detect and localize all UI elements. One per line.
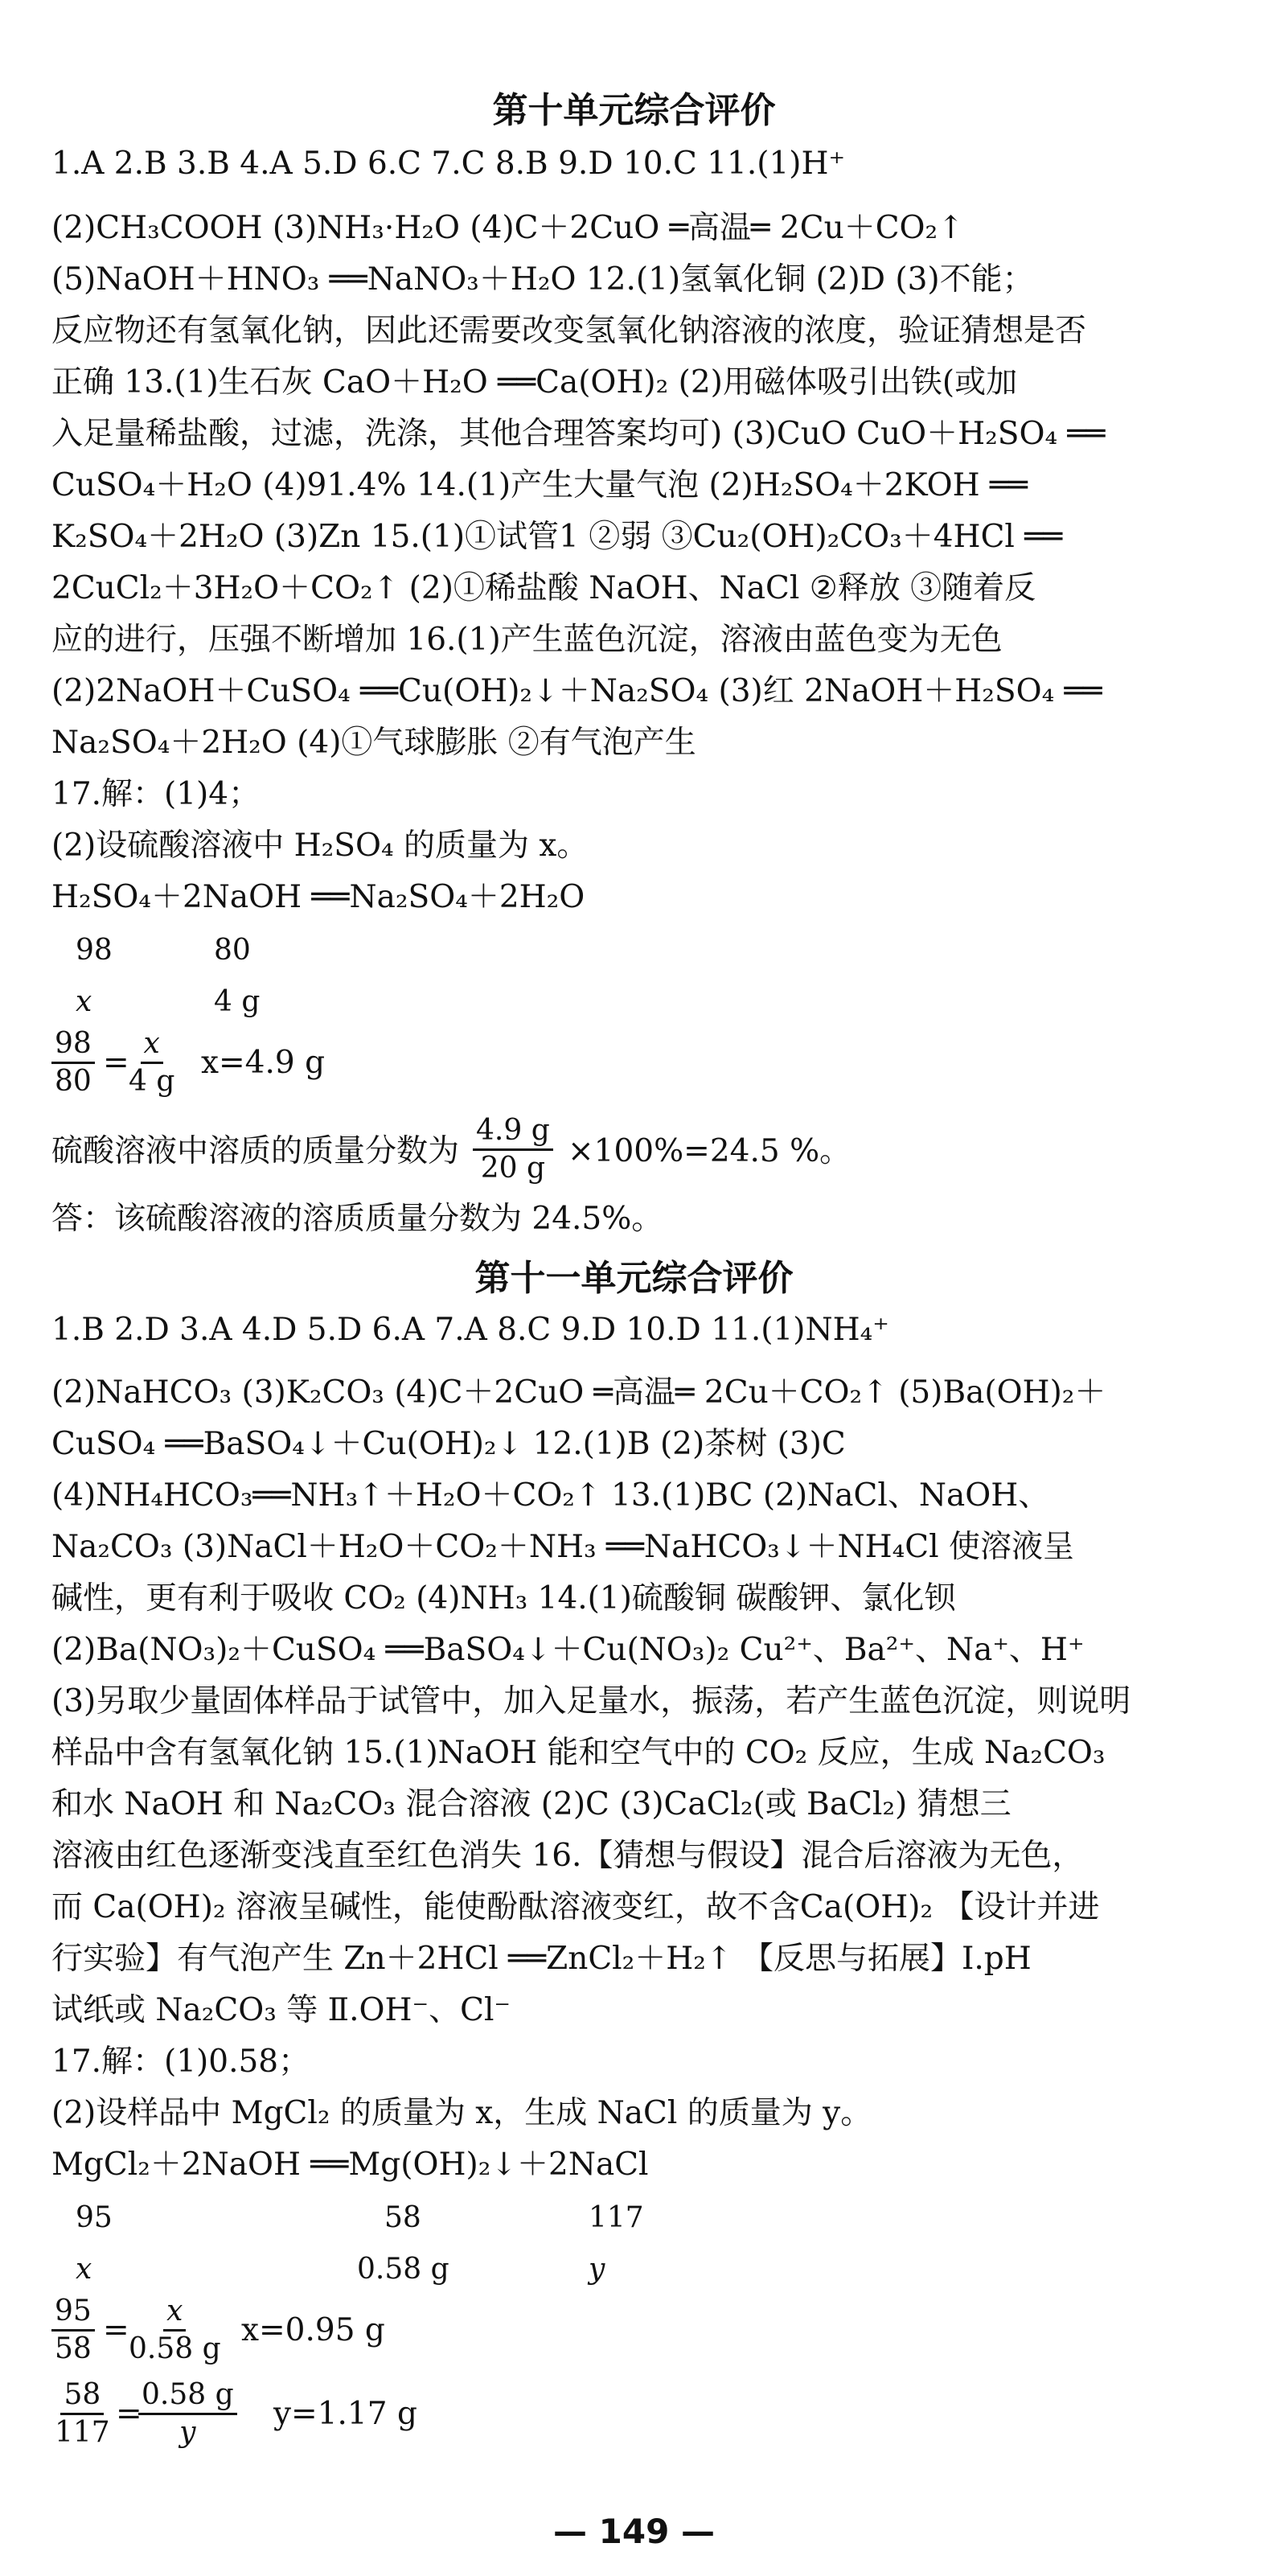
unit10-q17-equation: H₂SO₄＋2NaOH ══Na₂SO₄＋2H₂O: [51, 879, 585, 915]
unit11-line-11: 溶液由红色逐渐变浅直至红色消失 16.【猜想与假设】混合后溶液为无色，: [51, 1838, 1084, 1874]
unit11-calc-058g: 0.58 g: [357, 2253, 449, 2286]
unit10-line-3: (5)NaOH＋HNO₃ ══NaNO₃＋H₂O 12.(1)氢氧化铜 (2)D (3)不能；: [51, 261, 1034, 298]
unit11-line-3: CuSO₄ ══BaSO₄↓＋Cu(OH)₂↓ 12.(1)B (2)茶树 (3)C: [51, 1426, 846, 1462]
unit11-line-14: 试纸或 Na₂CO₃ 等 Ⅱ.OH⁻、Cl⁻: [51, 1992, 511, 2028]
unit11-calc-58: 58: [384, 2201, 421, 2234]
unit11-fraction-058g-y: [138, 2377, 237, 2451]
unit11-line-9: 样品中含有氢氧化钠 15.(1)NaOH 能和空气中的 CO₂ 反应，生成 Na₂CO₃: [51, 1735, 1106, 1771]
unit10-q17-heading: 17.解：(1)4；: [51, 776, 261, 812]
unit11-q17-equation: MgCl₂＋2NaOH ══Mg(OH)₂↓＋2NaCl: [51, 2147, 649, 2183]
unit10-line-2: (2)CH₃COOH (3)NH₃·H₂O (4)C＋2CuO ═高温═ 2Cu＋CO₂↑: [51, 210, 964, 246]
unit11-calc-y: y: [589, 2253, 605, 2286]
unit10-equals: =: [103, 1045, 129, 1081]
unit11-title: 第十一单元综合评价: [474, 1258, 794, 1299]
fraction-numerator: 0.58 g: [138, 2377, 237, 2415]
unit10-mass-fraction-prefix: 硫酸溶液中溶质的质量分数为: [51, 1133, 460, 1169]
unit11-line-5: Na₂CO₃ (3)NaCl＋H₂O＋CO₂＋NH₃ ══NaHCO₃↓＋NH₄Cl 使溶液呈: [51, 1529, 1074, 1565]
unit11-line-2: (2)NaHCO₃ (3)K₂CO₃ (4)C＋2CuO ═高温═ 2Cu＋CO₂↑ (5)Ba(OH)₂＋: [51, 1374, 1106, 1411]
unit10-mass-fraction: [473, 1113, 553, 1186]
fraction-numerator: 95: [51, 2294, 95, 2332]
unit11-line-6: 碱性，更有利于吸收 CO₂ (4)NH₃ 14.(1)硫酸铜 碳酸钾、氯化钡: [51, 1580, 956, 1617]
fraction-numerator: x: [141, 1026, 163, 1064]
unit11-fraction-58-117: [51, 2377, 113, 2451]
fraction-numerator: 4.9 g: [473, 1113, 553, 1151]
unit11-equals-b: =: [116, 2396, 142, 2432]
unit11-q17-setup: (2)设样品中 MgCl₂ 的质量为 x，生成 NaCl 的质量为 y。: [51, 2095, 872, 2131]
fraction-denominator: 0.58 g: [129, 2332, 221, 2365]
unit11-line-7: (2)Ba(NO₃)₂＋CuSO₄ ══BaSO₄↓＋Cu(NO₃)₂ Cu²⁺、Ba²⁺、Na⁺、H⁺: [51, 1632, 1085, 1668]
unit11-q17-heading: 17.解：(1)0.58；: [51, 2044, 310, 2080]
fraction-denominator: 117: [55, 2416, 110, 2449]
unit11-line-10: 和水 NaOH 和 Na₂CO₃ 混合溶液 (2)C (3)CaCl₂(或 BaCl₂) 猜想三: [51, 1786, 1012, 1822]
unit10-calc-x: x: [76, 985, 92, 1018]
unit11-line-1: 1.B 2.D 3.A 4.D 5.D 6.A 7.A 8.C 9.D 10.D 11.(1)NH₄⁺: [51, 1312, 889, 1348]
unit11-equals-a: =: [103, 2312, 129, 2348]
unit11-calc-x: x: [76, 2253, 92, 2286]
unit11-line-4: (4)NH₄HCO₃══NH₃↑＋H₂O＋CO₂↑ 13.(1)BC (2)NaCl、NaOH、: [51, 1477, 1050, 1514]
fraction-denominator: y: [179, 2416, 196, 2449]
unit10-answer: 答：该硫酸溶液的溶质质量分数为 24.5%。: [51, 1201, 663, 1237]
unit10-calc-98: 98: [76, 934, 113, 967]
unit10-line-8: K₂SO₄＋2H₂O (3)Zn 15.(1)①试管1 ②弱 ③Cu₂(OH)₂CO₃＋4HCl ══: [51, 519, 1063, 555]
unit11-line-13: 行实验】有气泡产生 Zn＋2HCl ══ZnCl₂＋H₂↑ 【反思与拓展】Ⅰ.pH: [51, 1941, 1032, 1977]
unit11-fraction-x-058g: [125, 2294, 224, 2367]
fraction-denominator: 80: [55, 1065, 92, 1098]
unit10-title: 第十单元综合评价: [492, 90, 776, 131]
unit11-fraction-95-58: [51, 2294, 95, 2367]
unit11-line-12: 而 Ca(OH)₂ 溶液呈碱性，能使酚酞溶液变红，故不含Ca(OH)₂ 【设计并进: [51, 1889, 1100, 1925]
unit10-result-x: x=4.9 g: [201, 1045, 326, 1081]
unit11-calc-117: 117: [589, 2201, 644, 2234]
unit10-calc-80: 80: [214, 934, 251, 967]
unit11-calc-95: 95: [76, 2201, 113, 2234]
fraction-numerator: 98: [51, 1026, 95, 1064]
unit10-line-12: Na₂SO₄＋2H₂O (4)①气球膨胀 ②有气泡产生: [51, 725, 696, 761]
unit10-line-9: 2CuCl₂＋3H₂O＋CO₂↑ (2)①稀盐酸 NaOH、NaCl ②释放 ③随着反: [51, 570, 1036, 606]
fraction-denominator: 20 g: [480, 1152, 546, 1185]
unit10-calc-4g: 4 g: [214, 985, 261, 1018]
unit10-q17-setup: (2)设硫酸溶液中 H₂SO₄ 的质量为 x。: [51, 828, 589, 864]
unit10-fraction-x-4g: [125, 1026, 178, 1099]
page-number: — 149 —: [553, 2512, 715, 2551]
fraction-numerator: 58: [60, 2377, 104, 2415]
unit10-line-10: 应的进行，压强不断增加 16.(1)产生蓝色沉淀，溶液由蓝色变为无色: [51, 622, 1003, 658]
fraction-numerator: x: [163, 2294, 186, 2332]
unit10-line-6: 入足量稀盐酸，过滤，洗涤，其他合理答案均可) (3)CuO CuO＋H₂SO₄ ══: [51, 416, 1106, 452]
unit10-line-1: 1.A 2.B 3.B 4.A 5.D 6.C 7.C 8.B 9.D 10.C 11.(1)H⁺: [51, 146, 846, 182]
unit10-mass-fraction-suffix: ×100%=24.5 %。: [568, 1133, 851, 1169]
fraction-denominator: 4 g: [129, 1065, 175, 1098]
unit10-line-7: CuSO₄＋H₂O (4)91.4% 14.(1)产生大量气泡 (2)H₂SO₄＋2KOH ══: [51, 467, 1028, 503]
unit10-line-11: (2)2NaOH＋CuSO₄ ══Cu(OH)₂↓＋Na₂SO₄ (3)红 2NaOH＋H₂SO₄ ══: [51, 673, 1102, 709]
unit10-line-4: 反应物还有氢氧化钠，因此还需要改变氢氧化钠溶液的浓度，验证猜想是否: [51, 313, 1087, 349]
unit11-result-x: x=0.95 g: [241, 2312, 385, 2348]
unit10-fraction-98-80: [51, 1026, 95, 1099]
unit11-line-8: (3)另取少量固体样品于试管中，加入足量水，振荡，若产生蓝色沉淀，则说明: [51, 1683, 1131, 1719]
fraction-denominator: 58: [55, 2332, 92, 2365]
unit11-result-y: y=1.17 g: [273, 2396, 417, 2432]
unit10-line-5: 正确 13.(1)生石灰 CaO＋H₂O ══Ca(OH)₂ (2)用磁体吸引出铁(或加: [51, 364, 1018, 401]
